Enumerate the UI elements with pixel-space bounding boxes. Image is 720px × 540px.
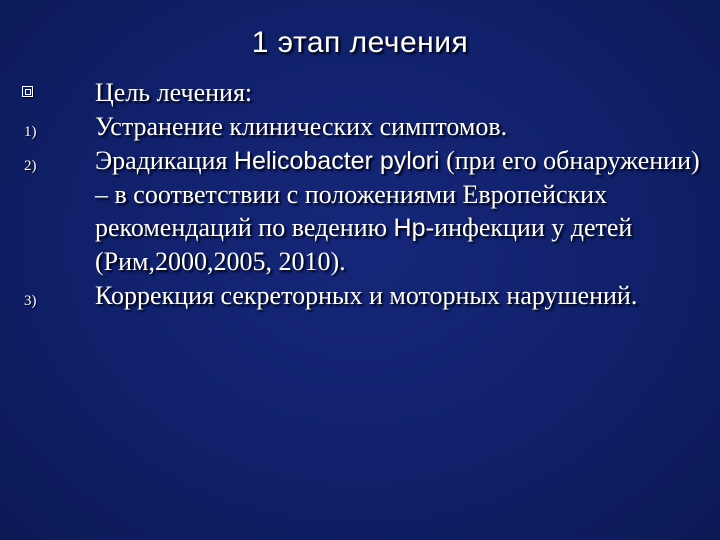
content-list <box>0 76 720 313</box>
list-item-text: Коррекция секреторных и моторных нарушений. <box>95 281 638 310</box>
list-item-number: 3) <box>24 293 37 309</box>
list-item-text-pre: Эрадикация <box>95 146 234 175</box>
list-item-text-latin: Helicobacter pylori <box>233 147 440 175</box>
list-item-text-post: (при его обнаружении) – в соответствии с положениями Европейских рекомендаций по ведению <box>95 146 700 242</box>
list-item-text: Цель лечения: <box>95 78 253 107</box>
list-item-1 <box>0 110 720 143</box>
list-item-2 <box>0 144 720 278</box>
square-bullet-icon <box>22 86 33 97</box>
list-item-goal <box>0 76 720 109</box>
list-item-text: Устранение клинических симптомов. <box>95 112 508 141</box>
list-item-text-end: -инфекции у детей (Рим,2000,2005, 2010). <box>95 213 633 276</box>
list-item-text-abbr: Hp <box>393 214 426 242</box>
list-item-number: 2) <box>24 158 37 174</box>
list-item-number: 1) <box>24 124 37 140</box>
list-item-3 <box>0 279 720 312</box>
slide-title: 1 этап лечения <box>251 26 469 59</box>
